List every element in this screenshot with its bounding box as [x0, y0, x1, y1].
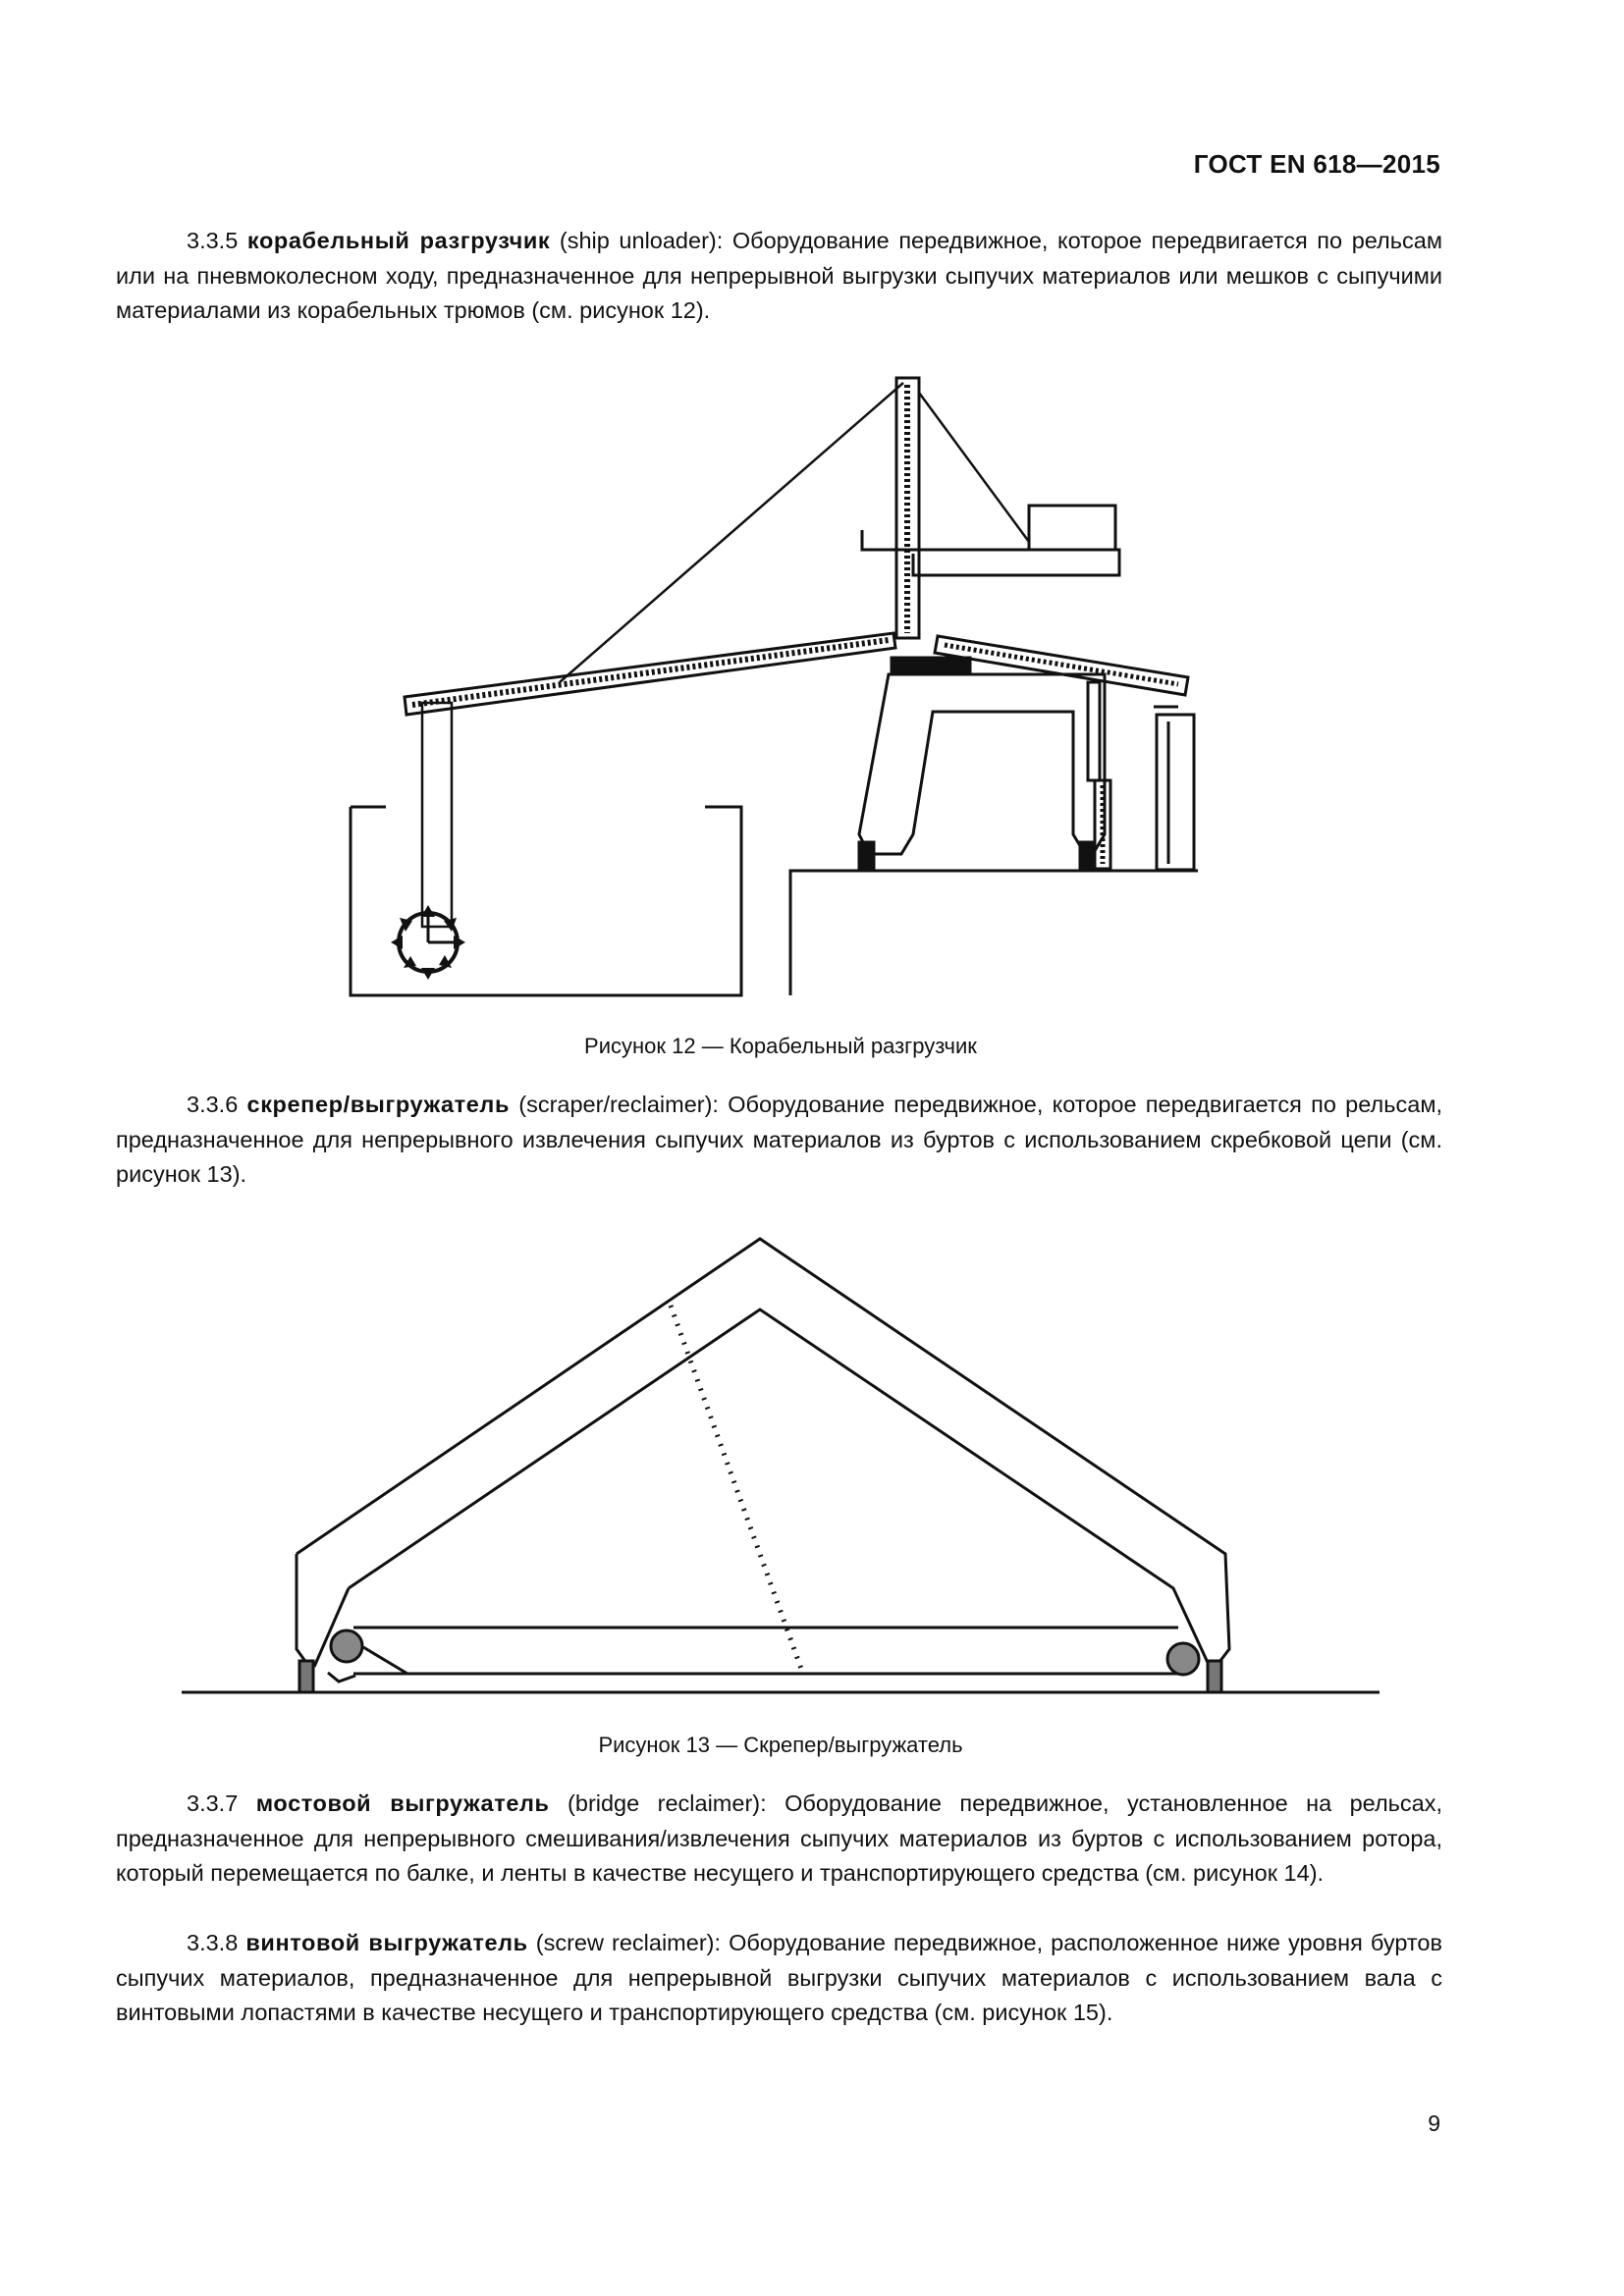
section-term: мостовой выгружатель — [255, 1790, 550, 1816]
section-number: 3.3.6 — [187, 1092, 239, 1117]
document-id: ГОСТ EN 618—2015 — [1193, 149, 1440, 179]
section-number: 3.3.8 — [187, 1930, 239, 1955]
section-english-term: (scraper/reclaimer): — [518, 1092, 719, 1117]
section-text: Оборудование передвижное, которое передвигается по рельсам, предназначенное для непрерывного извлечения сыпучих материалов из буртов с использованием скребковой цепи (см. рисунок 13). — [116, 1092, 1443, 1187]
section-text: Оборудование передвижное, расположенное ниже уровня буртов сыпучих материалов, предназначенное для непрерывной выгрузки сыпучих материалов с использованием вала с винтовыми лопастями в качестве несущего и транспортирующего средства (см. рисунок 15). — [116, 1930, 1442, 2025]
figure-13-caption: Рисунок 13 — Скрепер/выгружатель — [598, 1733, 963, 1757]
section-text: Оборудование передвижное, установленное на рельсах, предназначенное для непрерывного смешивания/извлечения сыпучих материалов из буртов с использованием ротора, который перемещается по балке, и ленты в качестве несущего и транспортирующего средства (см. рисунок 14). — [116, 1790, 1443, 1886]
section-3-3-5 — [116, 224, 1442, 329]
section-english-term: (screw reclaimer): — [535, 1930, 722, 1955]
figure-13-scraper-reclaimer — [0, 1227, 1624, 1718]
section-term: винтовой выгружатель — [245, 1930, 528, 1955]
section-english-term: (ship unloader): — [559, 228, 724, 253]
section-number: 3.3.7 — [187, 1790, 239, 1816]
section-text: Оборудование передвижное, которое передвигается по рельсам или на пневмоколесном ходу, предназначенное для непрерывной выгрузки сыпучих материалов или мешков с сыпучими материалами из корабельных трюмов (см. рисунок 12). — [116, 228, 1442, 323]
section-term: корабельный разгрузчик — [246, 228, 551, 253]
section-english-term: (bridge reclaimer): — [568, 1790, 767, 1816]
section-number: 3.3.5 — [187, 228, 239, 253]
figure-12-ship-unloader — [0, 353, 1624, 1031]
figure-12-caption: Рисунок 12 — Корабельный разгрузчик — [584, 1034, 977, 1058]
section-3-3-7 — [116, 1787, 1442, 1892]
section-3-3-6 — [116, 1088, 1442, 1193]
section-term: скрепер/выгружатель — [246, 1092, 511, 1117]
page-number: 9 — [1428, 2110, 1440, 2136]
section-3-3-8 — [116, 1926, 1442, 2031]
